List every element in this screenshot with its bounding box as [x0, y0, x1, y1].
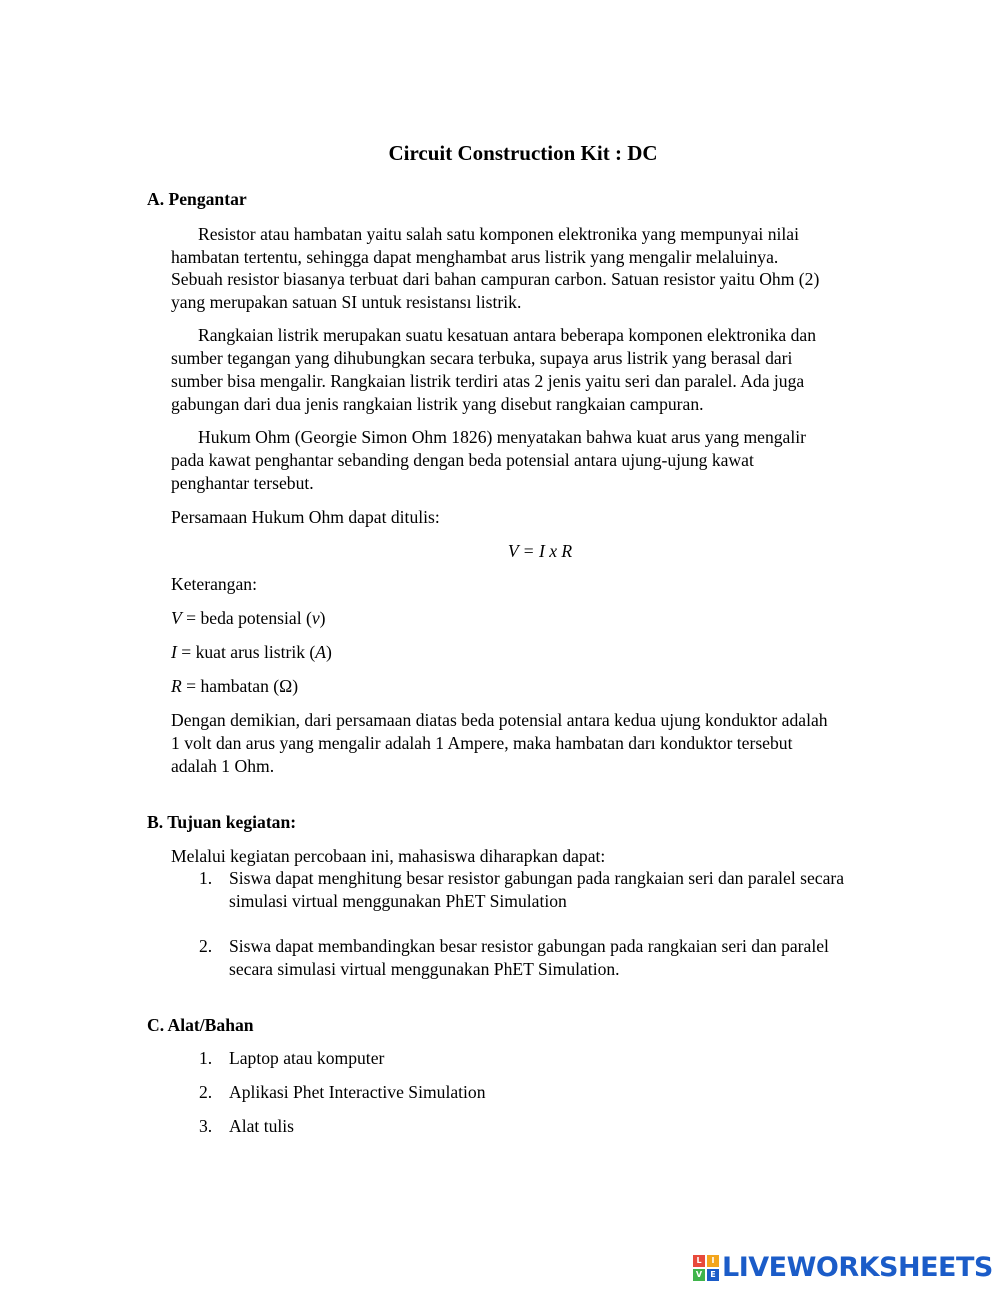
goals-intro: Melalui kegiatan percobaan ini, mahasiswa diharapkan dapat:	[171, 846, 606, 866]
legend-text: = hambatan (Ω)	[181, 676, 299, 696]
paragraph-line: gabungan dari dua jenis rangkaian listrik yang disebut rangkaian campuran.	[171, 394, 704, 414]
goal-line: secara simulasi virtual menggunakan PhET Simulation.	[229, 959, 620, 979]
material-item: Laptop atau komputer	[229, 1048, 385, 1068]
goal-number: 2.	[199, 936, 213, 956]
legend-symbol: V	[171, 608, 182, 628]
logo-block: V	[693, 1269, 705, 1281]
goal-line: Siswa dapat membandingkan besar resistor gabungan pada rangkaian seri dan paralel	[229, 936, 829, 956]
formula-intro: Persamaan Hukum Ohm dapat ditulis:	[171, 507, 440, 527]
section-c-heading: C. Alat/Bahan	[147, 1015, 254, 1035]
legend-symbol: R	[171, 676, 182, 696]
paragraph-line: penghantar tersebut.	[171, 473, 314, 493]
legend-symbol: I	[171, 642, 177, 662]
liveworksheets-logo	[693, 1253, 993, 1283]
legend-item-voltage	[171, 607, 326, 630]
legend-close: )	[319, 608, 326, 628]
material-item: Aplikasi Phet Interactive Simulation	[229, 1082, 486, 1102]
legend-close: )	[326, 642, 332, 662]
legend-text: = kuat arus listrik (	[176, 642, 316, 662]
legend-label: Keterangan:	[171, 574, 257, 594]
paragraph-line: yang merupakan satuan SI untuk resistansı listrik.	[171, 292, 522, 312]
paragraph-line: adalah 1 Ohm.	[171, 756, 275, 776]
paragraph-line: Rangkaian listrik merupakan suatu kesatuan antara beberapa komponen elektronika dan	[198, 325, 816, 345]
legend-unit: A	[315, 642, 327, 662]
goal-number: 1.	[199, 868, 213, 888]
paragraph-line: 1 volt dan arus yang mengalir adalah 1 Ampere, maka hambatan darı konduktor tersebut	[171, 733, 793, 753]
goal-line: simulasi virtual menggunakan PhET Simulation	[229, 891, 567, 911]
material-number: 3.	[199, 1116, 213, 1136]
paragraph-line: pada kawat penghantar sebanding dengan beda potensial antara ujung-ujung kawat	[171, 450, 754, 470]
legend-text: = beda potensial (	[181, 608, 312, 628]
logo-block: I	[707, 1255, 719, 1267]
material-number: 1.	[199, 1048, 213, 1068]
paragraph-line: Hukum Ohm (Georgie Simon Ohm 1826) menyatakan bahwa kuat arus yang mengalir	[198, 427, 806, 447]
paragraph-line: hambatan tertentu, sehingga dapat menghambat arus listrik yang mengalir melaluinya.	[171, 247, 779, 267]
material-item: Alat tulis	[229, 1116, 294, 1136]
logo-block: E	[707, 1269, 719, 1281]
paragraph-line: sumber bisa mengalir. Rangkaian listrik terdiri atas 2 jenis yaitu seri dan paralel. Ada juga	[171, 371, 805, 391]
section-b-heading: B. Tujuan kegiatan:	[147, 812, 297, 832]
legend-unit: v	[311, 608, 320, 628]
paragraph-line: Resistor atau hambatan yaitu salah satu komponen elektronika yang mempunyai nilai	[198, 224, 799, 244]
paragraph-line: Dengan demikian, dari persamaan diatas beda potensial antara kedua ujung konduktor adalah	[171, 710, 828, 730]
legend-item-current	[171, 641, 332, 664]
paragraph-line: Sebuah resistor biasanya terbuat dari bahan campuran carbon. Satuan resistor yaitu Ohm (2)	[171, 269, 820, 289]
logo-block: L	[693, 1255, 705, 1267]
material-number: 2.	[199, 1082, 213, 1102]
logo-blocks-icon	[693, 1255, 719, 1281]
goal-line: Siswa dapat menghitung besar resistor gabungan pada rangkaian seri dan paralel secara	[229, 868, 845, 888]
ohm-formula: V = I x R	[507, 541, 573, 561]
paragraph-line: sumber tegangan yang dihubungkan secara terbuka, supaya arus listrik yang berasal dari	[171, 348, 793, 368]
page-title: Circuit Construction Kit : DC	[388, 141, 658, 165]
section-a-heading: A. Pengantar	[147, 189, 247, 209]
legend-item-resistance	[171, 675, 298, 698]
logo-text: LIVEWORKSHEETS	[722, 1252, 993, 1283]
